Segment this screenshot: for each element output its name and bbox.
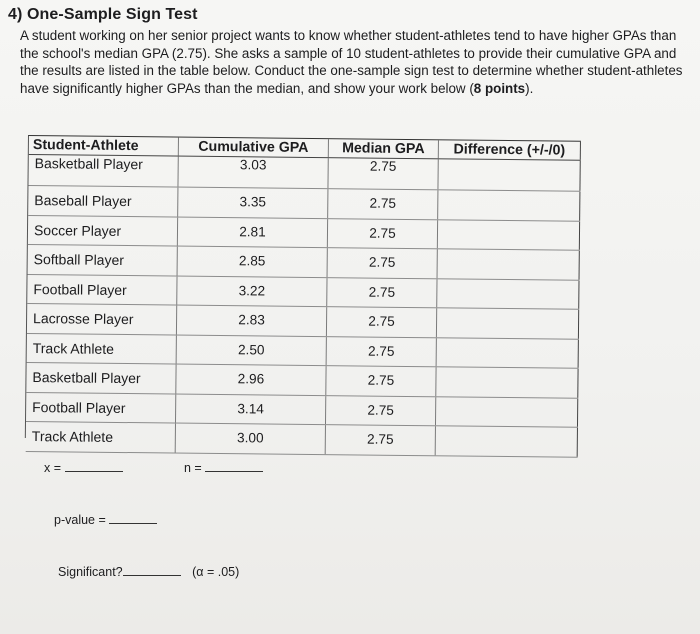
question-title: 4) One-Sample Sign Test — [8, 6, 198, 23]
median-gpa-cell: 2.75 — [328, 158, 438, 189]
pvalue-answer — [54, 512, 157, 527]
prompt-text: A student working on her senior project wants to know whether student-athletes tend to have higher GPAs than the school's median GPA (2.75). She asks a sample of 10 student-athletes to provide their cumulative GPA and the results are listed in the table below. Conduct the one-sample sign test to determine whether student-athletes have significantly higher GPAs than the median, and show your work below ( — [20, 28, 683, 96]
gpa-table — [25, 135, 581, 448]
table-body — [26, 155, 581, 457]
median-gpa-cell: 2.75 — [328, 248, 438, 278]
cumulative-gpa-cell: 3.35 — [178, 188, 328, 218]
difference-cell[interactable] — [437, 279, 579, 309]
header-difference: Difference (+/-/0) — [439, 140, 581, 159]
athlete-cell: Basketball Player — [26, 363, 176, 393]
n-answer — [184, 460, 263, 475]
median-gpa-cell: 2.75 — [326, 425, 436, 455]
significant-blank[interactable] — [123, 564, 181, 576]
difference-cell[interactable] — [438, 190, 580, 220]
significant-answer — [58, 564, 239, 579]
difference-cell[interactable] — [436, 426, 578, 456]
athlete-cell: Track Athlete — [26, 422, 176, 452]
cumulative-gpa-cell: 2.50 — [177, 335, 327, 365]
cumulative-gpa-cell: 3.22 — [177, 276, 327, 306]
athlete-cell: Track Athlete — [27, 333, 177, 363]
prompt-end: ). — [525, 80, 534, 96]
difference-cell[interactable] — [437, 338, 579, 368]
points-value: 8 points — [473, 80, 526, 96]
x-blank[interactable] — [65, 460, 123, 472]
cumulative-gpa-cell: 3.03 — [178, 157, 328, 189]
table-row — [26, 422, 578, 457]
difference-cell[interactable] — [438, 249, 580, 279]
median-gpa-cell: 2.75 — [328, 219, 438, 249]
median-gpa-cell: 2.75 — [326, 366, 436, 396]
n-blank[interactable] — [205, 460, 263, 472]
header-median-gpa: Median GPA — [329, 139, 439, 158]
n-label: n = — [184, 461, 202, 475]
pvalue-blank[interactable] — [109, 512, 157, 524]
x-label: x = — [44, 461, 62, 475]
header-cumulative-gpa: Cumulative GPA — [179, 138, 329, 158]
median-gpa-cell: 2.75 — [327, 337, 437, 367]
difference-cell[interactable] — [436, 367, 578, 397]
cumulative-gpa-cell: 3.14 — [176, 394, 326, 424]
cumulative-gpa-cell: 2.85 — [178, 247, 328, 277]
athlete-cell: Football Player — [26, 392, 176, 422]
difference-cell[interactable] — [436, 397, 578, 427]
athlete-cell: Lacrosse Player — [27, 304, 177, 334]
alpha-note: (α = .05) — [192, 565, 240, 579]
median-gpa-cell: 2.75 — [326, 396, 436, 426]
header-student-athlete: Student-Athlete — [29, 136, 179, 156]
athlete-cell: Football Player — [27, 275, 177, 305]
cumulative-gpa-cell: 2.83 — [177, 306, 327, 336]
median-gpa-cell: 2.75 — [328, 189, 438, 219]
difference-cell[interactable] — [438, 220, 580, 250]
median-gpa-cell: 2.75 — [327, 307, 437, 337]
question-prompt — [20, 27, 690, 97]
cumulative-gpa-cell: 3.00 — [176, 424, 326, 454]
pvalue-label: p-value = — [54, 513, 106, 527]
difference-cell[interactable] — [437, 308, 579, 338]
difference-cell[interactable] — [438, 159, 580, 190]
significant-label: Significant? — [58, 565, 123, 579]
median-gpa-cell: 2.75 — [327, 278, 437, 308]
cumulative-gpa-cell: 2.96 — [176, 365, 326, 395]
athlete-cell: Baseball Player — [28, 186, 178, 216]
athlete-cell: Softball Player — [28, 245, 178, 275]
athlete-cell: Basketball Player — [28, 155, 178, 187]
x-answer — [44, 460, 123, 475]
cumulative-gpa-cell: 2.81 — [178, 217, 328, 247]
athlete-cell: Soccer Player — [28, 216, 178, 246]
